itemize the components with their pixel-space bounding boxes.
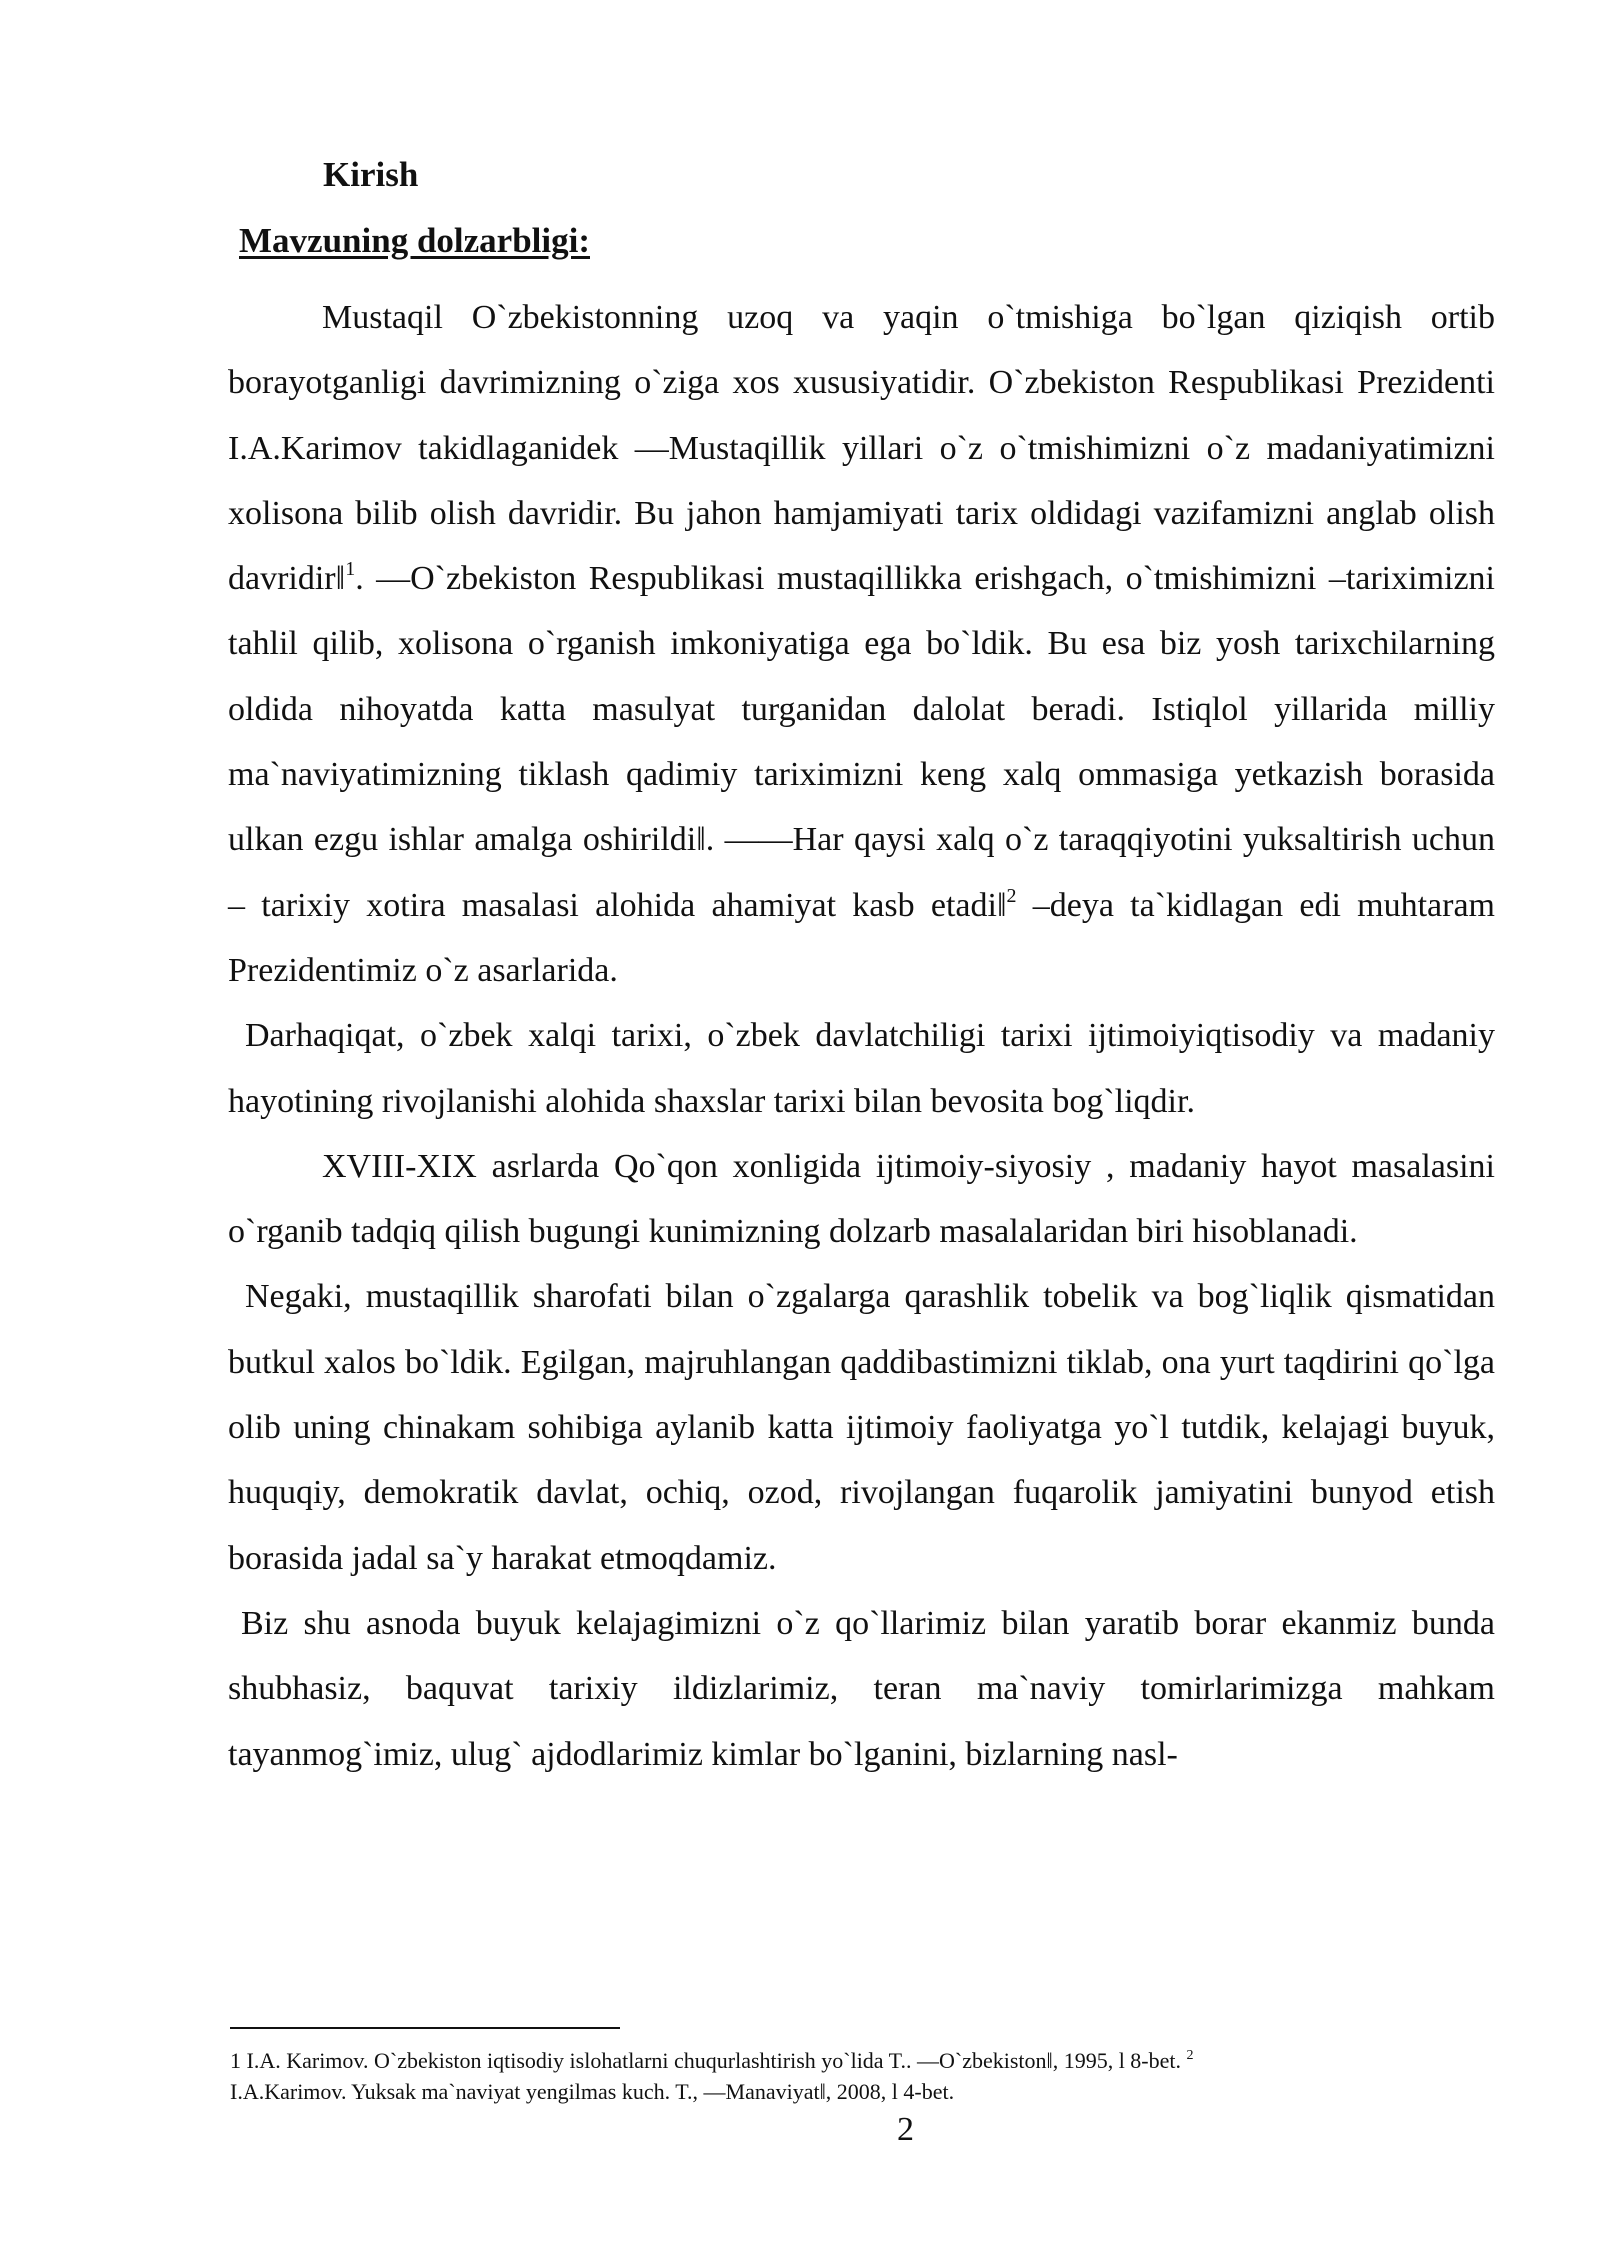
page-number: 2 [897,2111,914,2148]
body-text [228,285,1495,1787]
paragraph-2: Darhaqiqat, o`zbek xalqi tarixi, o`zbek davlatchiligi tarixi ijtimoiyiqtisodiy va madaniy hayotining rivojlanishi alohida shaxslar tarixi bilan bevosita bog`liqdir. [228,1017,1495,1120]
paragraph-1-part-c: –deya ta`kidlagan edi muhtaram Prezidentimiz o`z asarlarida. [228,886,1495,989]
section-subheading: Mavzuning dolzarbligi: [239,221,590,260]
footnote-1-text: 1 I.A. Karimov. O`zbekiston iqtisodiy islohatlarni chuqurlashtirish yo`lida T.. ―O`zbekiston‖, 1995, l 8-bet. [230,2048,1187,2073]
footnote-1 [230,2045,1490,2076]
footnote-ref-2[interactable]: 2 [1006,884,1017,907]
paragraph-4: Negaki, mustaqillik sharofati bilan o`zgalarga qarashlik tobelik va bog`liqlik qismatidan butkul xalos bo`ldik. Egilgan, majruhlangan qaddibastimizni tiklab, ona yurt taqdirini qo`lga olib uning chinakam sohibiga aylanib katta ijtimoiy faoliyatga yo`l tutdik, kelajagi buyuk, huquqiy, demokratik davlat, ochiq, ozod, rivojlangan fuqarolik jamiyatini bunyod etish borasida jadal sa`y harakat etmoqdamiz. [228,1278,1495,1577]
footnote-2: I.A.Karimov. Yuksak ma`naviyat yengilmas kuch. T., ―Manaviyat‖, 2008, l 4-bet. [230,2079,955,2104]
footnote-ref-1[interactable]: 1 [345,558,356,581]
paragraph-1-part-a: Mustaqil O`zbekistonning uzoq va yaqin o`tmishiga bo`lgan qiziqish ortib borayotganligi davrimizning o`ziga xos xususiyatidir. O`zbekiston Respublikasi Prezidenti I.A.Karimov takidlaganidek ―Mustaqillik yillari o`z o`tmishimizni o`z madaniyatimizni xolisona bilib olish davridir. Bu jahon hamjamiyati tarix oldidagi vazifamizni anglab olish davridir‖ [228,299,1495,598]
paragraph-1 [228,285,1495,1003]
footnotes [230,2045,1490,2107]
paragraph-3: XVIII-XIX asrlarda Qo`qon xonligida ijtimoiy-siyosiy , madaniy hayot masalasini o`rganib tadqiq qilish bugungi kunimizning dolzarb masalalaridan biri hisoblanadi. [228,1147,1495,1251]
footnote-divider [230,2027,620,2029]
footnote-2-marker: 2 [1186,2048,1194,2063]
section-heading: Kirish [323,155,419,194]
paragraph-1-part-b: . ―O`zbekiston Respublikasi mustaqillikka erishgach, o`tmishimizni –tariximizni tahlil qilib, xolisona o`rganish imkoniyatiga ega bo`ldik. Bu esa biz yosh tarixchilarning oldida nihoyatda katta masulyat turganidan dalolat beradi. Istiqlol yillarida milliy ma`naviyatimizning tiklash qadimiy tariximizni keng xalq ommasiga yetkazish borasida ulkan ezgu ishlar amalga oshirildi‖. ――Har qaysi xalq o`z taraqqiyotini yuksaltirish uchun – tarixiy xotira masalasi alohida ahamiyat kasb etadi‖ [228,560,1495,924]
paragraph-5: Biz shu asnoda buyuk kelajagimizni o`z qo`llarimiz bilan yaratib borar ekanmiz bunda shubhasiz, baquvat tarixiy ildizlarimiz, teran ma`naviy tomirlarimizga mahkam tayanmog`imiz, ulug` ajdodlarimiz kimlar bo`lganini, bizlarning nasl- [228,1604,1495,1773]
